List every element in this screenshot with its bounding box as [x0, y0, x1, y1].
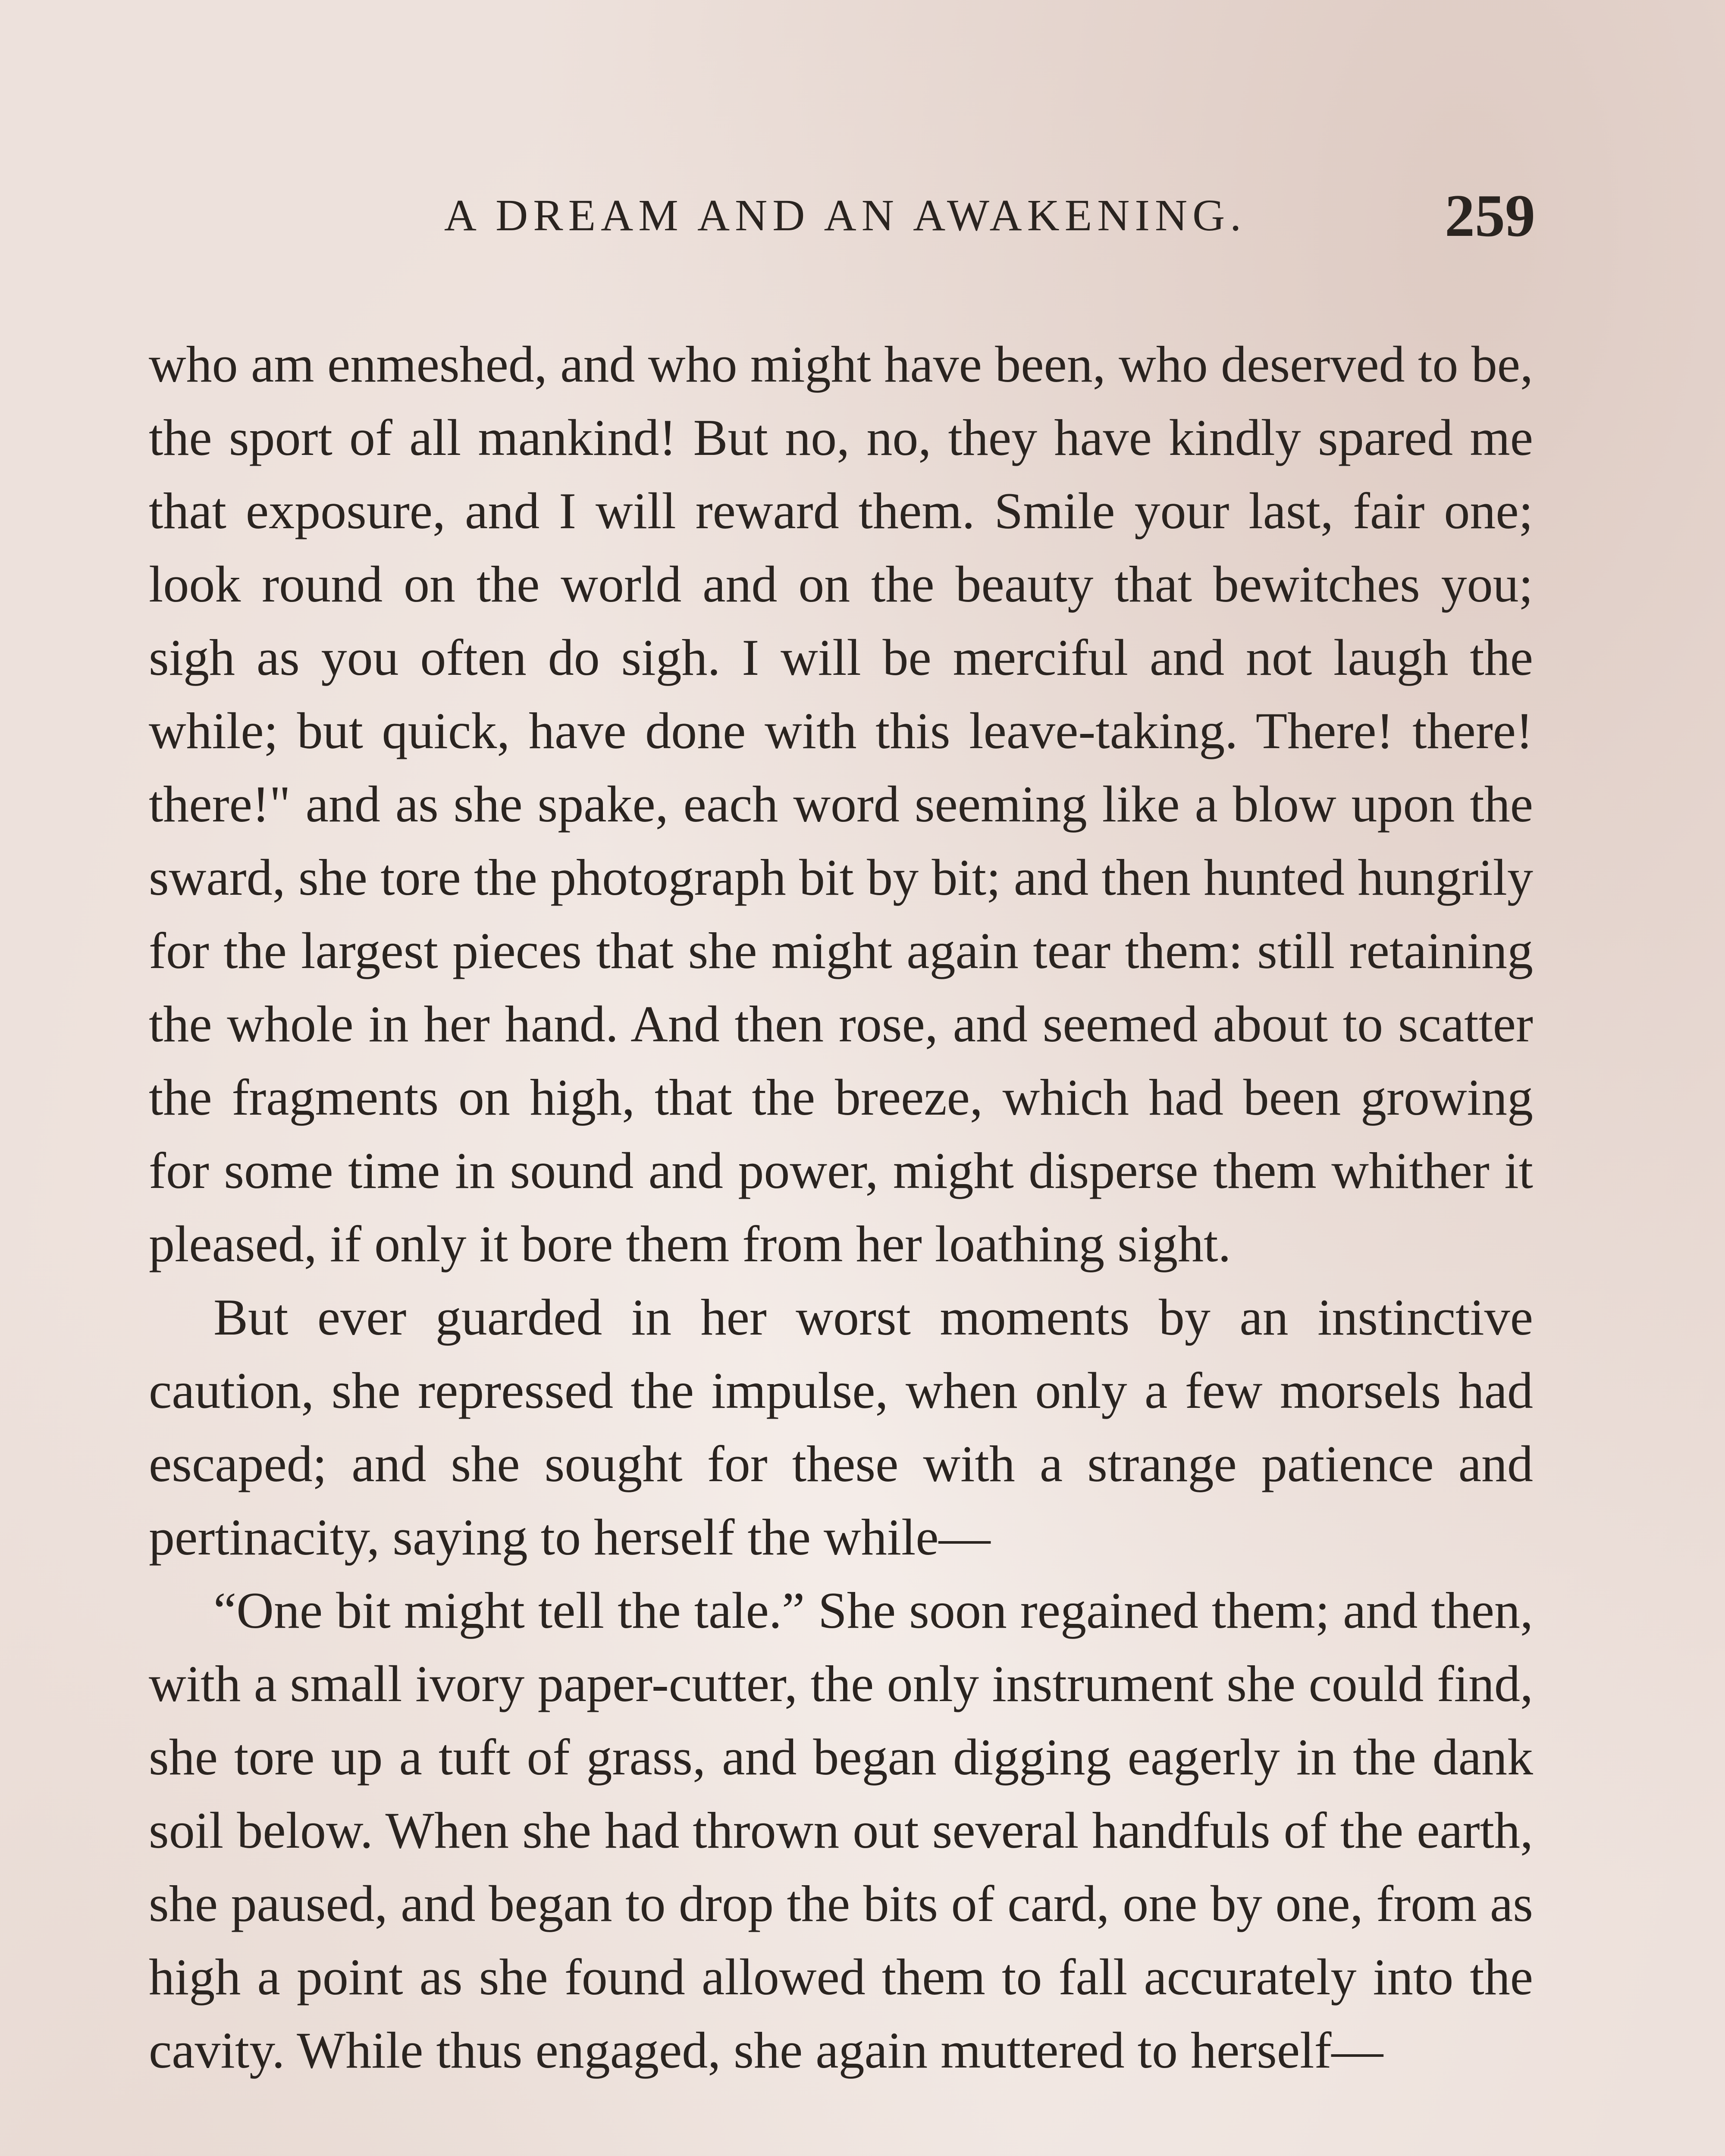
paragraph-3: “One bit might tell the tale.” She soon regained them; and then, with a small ivory paper-cutter, the only instrument she could find, she tore up a tuft of grass, and began digging eagerly in the dank soil below. When she had thrown out several handfuls of the earth, she paused, and began to drop the bits of card, one by one, from as high a point as she found allowed them to fall accurately into the cavity. While thus engaged, she again muttered to herself— — [149, 1582, 1533, 2079]
page-header — [155, 181, 1535, 250]
paragraph-2: But ever guarded in her worst moments by an instinctive caution, she repressed the impulse, when only a few morsels had escaped; and she sought for these with a strange patience and pertinacity, saying to herself the while— — [149, 1288, 1533, 1566]
body-text — [149, 328, 1533, 2087]
running-head: A DREAM AND AN AWAKENING. — [444, 191, 1247, 240]
page-number: 259 — [1445, 182, 1535, 249]
paragraph-1: who am enmeshed, and who might have been, who deserved to be, the sport of all mankind! But no, no, they have kindly spared me that exposure, and I will reward them. Smile your last, fair one; look round on the world and on the beauty that bewitches you; sigh as you often do sigh. I will be merciful and not laugh the while; but quick, have done with this leave-taking. There! there! there!" and as she spake, each word seeming like a blow upon the sward, she tore the photograph bit by bit; and then hunted hungrily for the largest pieces that she might again tear them: still retaining the whole in her hand. And then rose, and seemed about to scatter the fragments on high, that the breeze, which had been growing for some time in sound and power, might disperse them whither it pleased, if only it bore them from her loathing sight. — [149, 335, 1533, 1272]
